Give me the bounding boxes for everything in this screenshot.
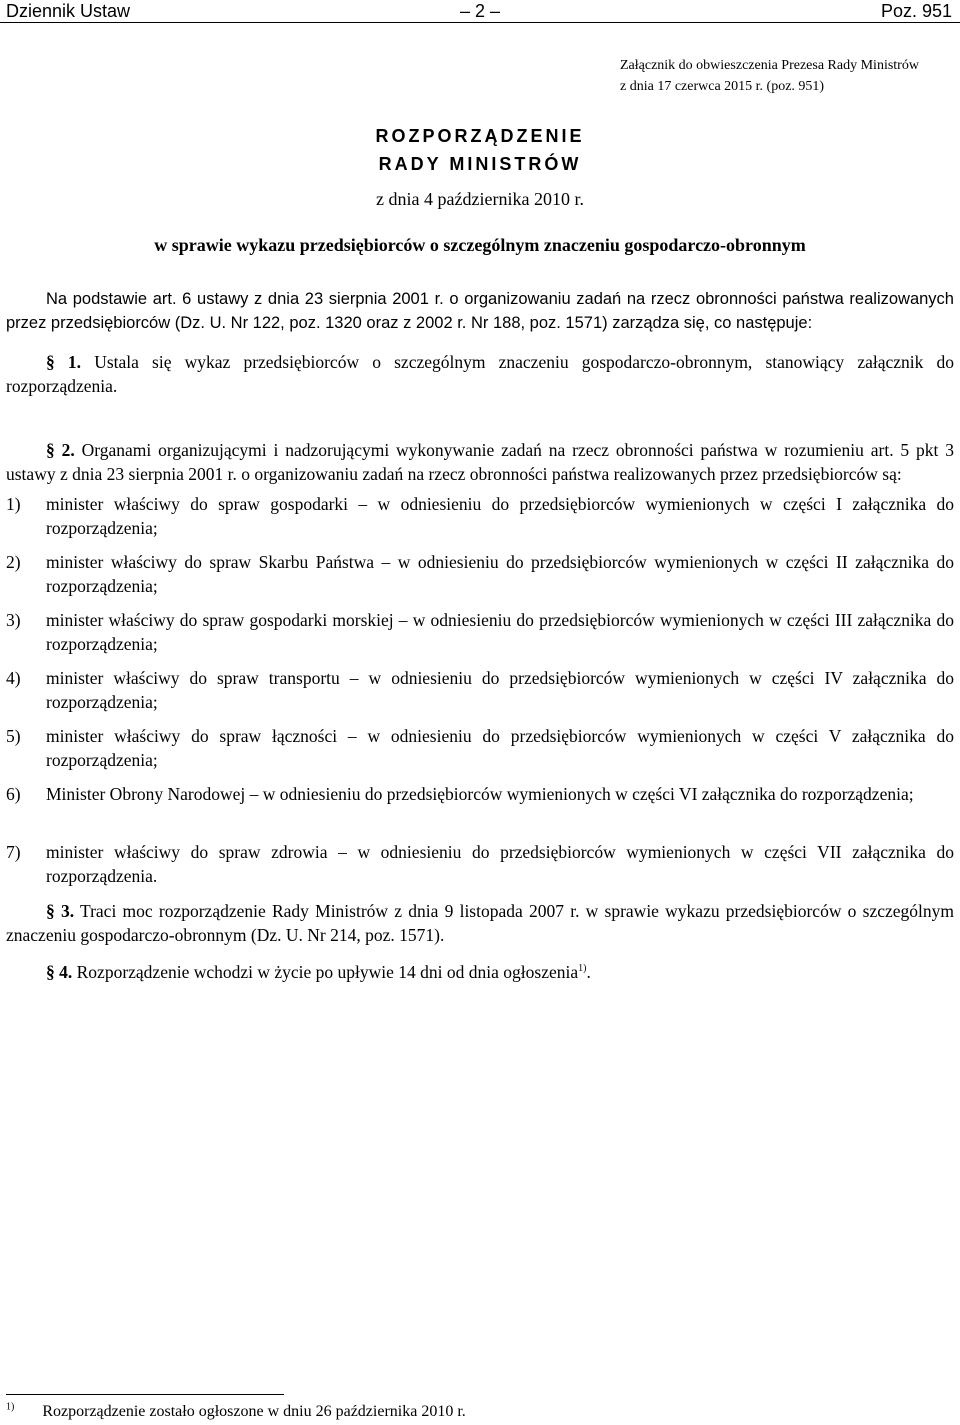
section-4-end: . xyxy=(586,962,591,982)
preamble-block xyxy=(6,287,954,335)
section-3-label: § 3. xyxy=(46,901,75,921)
list-item xyxy=(6,724,954,782)
list-item-text: minister właściwy do spraw gospodarki morskiej – w odniesieniu do przedsiębiorców wymienionych w części III załącznika do rozporządzenia; xyxy=(46,610,954,654)
issuer-title: RADY MINISTRÓW xyxy=(378,154,582,174)
section-4-text: Rozporządzenie wchodzi w życie po upływie 14 dni od dnia ogłoszenia xyxy=(76,962,579,982)
journal-name: Dziennik Ustaw xyxy=(6,1,131,21)
position-number: Poz. 951 xyxy=(880,1,952,21)
page-number: – 2 – xyxy=(459,1,501,21)
list-item-text: minister właściwy do spraw transportu – w odniesieniu do przedsiębiorców wymienionych w części IV załącznika do rozporządzenia; xyxy=(46,668,954,712)
list-item-number: 1) xyxy=(6,494,21,514)
header-divider xyxy=(0,22,960,23)
regulation-subject: w sprawie wykazu przedsiębiorców o szczególnym znaczeniu gospodarczo-obronnym xyxy=(154,235,806,255)
list-item xyxy=(6,492,954,550)
list-item-text: minister właściwy do spraw łączności – w odniesieniu do przedsiębiorców wymienionych w części V załącznika do rozporządzenia; xyxy=(46,726,954,770)
regulation-title: ROZPORZĄDZENIE xyxy=(375,126,585,146)
section-4-label: § 4. xyxy=(46,962,73,982)
section-3-text: Traci moc rozporządzenie Rady Ministrów z dnia 9 listopada 2007 r. w sprawie wykazu przedsiębiorców o szczególnym znaczeniu gospodarczo-obronnym (Dz. U. Nr 214, poz. 1571). xyxy=(6,901,955,945)
list-item-number: 7) xyxy=(6,842,21,862)
section-2 xyxy=(6,438,954,486)
footnote-divider xyxy=(6,1394,284,1395)
section-1-text: Ustala się wykaz przedsiębiorców o szczególnym znaczeniu gospodarczo-obronnym, stanowiący załącznik do rozporządzenia. xyxy=(6,352,955,396)
list-item xyxy=(6,550,954,608)
title-block xyxy=(0,122,960,256)
footnote-reference[interactable]: 1) xyxy=(578,963,587,975)
footnote xyxy=(6,1401,466,1423)
page-header xyxy=(0,0,960,22)
section-1 xyxy=(6,350,954,398)
section-1-label: § 1. xyxy=(46,352,82,372)
annex-line-1: Załącznik do obwieszczenia Prezesa Rady Ministrów xyxy=(620,58,919,73)
regulation-date: z dnia 4 października 2010 r. xyxy=(376,189,584,209)
list-item-text: minister właściwy do spraw gospodarki – w odniesieniu do przedsiębiorców wymienionych w części I załącznika do rozporządzenia; xyxy=(46,494,954,538)
list-item-number: 6) xyxy=(6,784,21,804)
list-item-number: 3) xyxy=(6,610,21,630)
list-item-number: 2) xyxy=(6,552,21,572)
list-item-number: 4) xyxy=(6,668,21,688)
list-item-number: 5) xyxy=(6,726,21,746)
preamble: Na podstawie art. 6 ustawy z dnia 23 sierpnia 2001 r. o organizowaniu zadań na rzecz obronności państwa realizowanych przez przedsiębiorców (Dz. U. Nr 122, poz. 1320 oraz z 2002 r. Nr 188, poz. 1571) zarządza się, co następuje: xyxy=(6,290,954,332)
list-item-text: minister właściwy do spraw Skarbu Państwa – w odniesieniu do przedsiębiorców wymienionych w części II załącznika do rozporządzenia; xyxy=(46,552,954,596)
section-4 xyxy=(6,960,954,984)
list-item xyxy=(6,782,954,840)
annex-note xyxy=(620,55,955,97)
section-2-text: Organami organizującymi i nadzorującymi wykonywanie zadań na rzecz obronności państwa w rozumieniu art. 5 pkt 3 ustawy z dnia 23 sierpnia 2001 r. o organizowaniu zadań na rzecz obronności państwa realizowanych przez przedsiębiorców są: xyxy=(6,440,954,484)
list-item-text: minister właściwy do spraw zdrowia – w odniesieniu do przedsiębiorców wymienionych w części VII załącznika do rozporządzenia. xyxy=(46,842,954,886)
annex-line-2: z dnia 17 czerwca 2015 r. (poz. 951) xyxy=(620,79,825,94)
list-item xyxy=(6,666,954,724)
footnote-marker: 1) xyxy=(6,1401,15,1413)
organ-list xyxy=(6,492,954,898)
section-2-label: § 2. xyxy=(46,440,75,460)
list-item xyxy=(6,608,954,666)
section-3 xyxy=(6,899,954,947)
list-item-text: Minister Obrony Narodowej – w odniesieniu do przedsiębiorców wymienionych w części VI załącznika do rozporządzenia; xyxy=(46,784,914,804)
footnote-text: Rozporządzenie zostało ogłoszone w dniu 26 października 2010 r. xyxy=(42,1403,466,1420)
list-item xyxy=(6,840,954,898)
